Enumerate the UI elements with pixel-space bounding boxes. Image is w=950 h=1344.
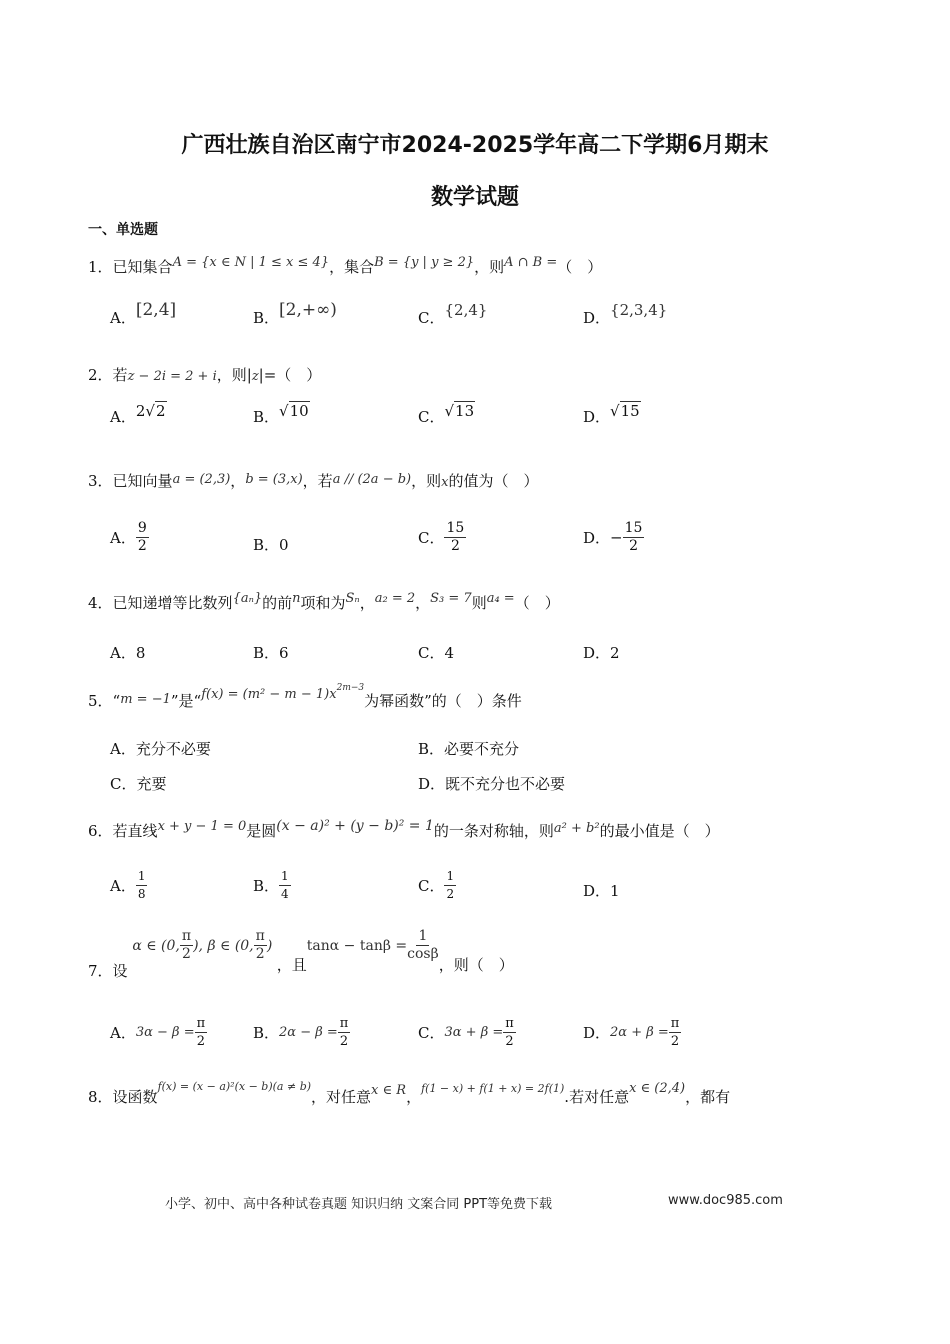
option-a: A． $\frac{1}{8}$ — [110, 869, 146, 901]
footer-text: 小学、初中、高中各种试卷真题 知识归纳 文案合同 PPT等免费下载 — [165, 1197, 553, 1212]
option-b: B． $\frac{1}{4}$ — [253, 869, 289, 901]
math: f(1 − x) + f(1 + x) = 2f(1) — [421, 1082, 565, 1095]
section-heading: 一、单选题 — [88, 222, 158, 238]
math: {aₙ} — [232, 591, 263, 606]
math: a₄ = — [486, 591, 515, 606]
option-a: A．2√2 — [110, 402, 166, 426]
math: Sₙ — [345, 591, 360, 606]
option-c: C． $\frac{15}{2}$ — [418, 520, 465, 554]
option-d: D．√15 — [583, 402, 640, 426]
page-title: 广西壮族自治区南宁市2024-2025学年高二下学期6月期末 — [181, 133, 769, 158]
math: a² + b² — [553, 821, 600, 836]
option-d: D．既不充分也不必要 — [418, 775, 566, 793]
option-a: A． $\frac{9}{2}$ — [110, 520, 147, 554]
question-6: 6．若直线x + y − 1 = 0是圆(x − a)² + (y − b)² = 1的一条对称轴，则a² + b²的最小值是（ ） — [88, 818, 720, 840]
question-8: 8．设函数$^{f(x) = (x - a)^2(x - b)(a \ne b)}$，对任意x ∈ R，$^{f(1 - x) + f(1 + x) = 2f(1)}$.若对任意x ∈ (2,4)，都有 — [88, 1080, 731, 1106]
math: a₂ = 2 — [374, 591, 416, 606]
question-number: 3． — [88, 472, 113, 490]
option-d: D．2 — [583, 644, 620, 662]
math: S₃ = 7 — [430, 591, 472, 606]
question-number: 5． — [88, 692, 113, 710]
math: a // (2a − b) — [332, 472, 412, 487]
footer-link[interactable]: www.doc985.com — [668, 1193, 783, 1208]
math: n — [292, 591, 301, 606]
option-a: A．3α − β = $\frac{\pi}{2}$ — [110, 1016, 206, 1049]
math: A ∩ B = — [504, 255, 558, 270]
math: z − 2i = 2 + i — [127, 369, 217, 384]
option-b: B．6 — [253, 644, 289, 662]
question-3: 3．已知向量a = (2,3)，b = (3,x)，若a // (2a − b)，则x的值为（ ） — [88, 472, 539, 490]
math: b = (3,x) — [245, 472, 303, 487]
question-2: 2．若z − 2i = 2 + i，则|z|=（ ） — [88, 366, 322, 384]
math: x — [441, 475, 449, 490]
option-d: D．{2,3,4} — [583, 301, 668, 327]
question-number: 8． — [88, 1088, 113, 1106]
math: a = (2,3) — [172, 472, 231, 487]
question-number: 7． — [88, 961, 113, 980]
option-b: B．√10 — [253, 402, 309, 426]
question-number: 1． — [88, 258, 113, 276]
option-b: B．2α − β = $\frac{\pi}{2}$ — [253, 1016, 349, 1049]
option-c: C．充要 — [110, 775, 167, 793]
math: z — [251, 369, 259, 384]
math: x ∈ (2,4) — [629, 1081, 686, 1096]
math: x + y − 1 = 0 — [157, 819, 247, 834]
option-b: B．必要不充分 — [418, 740, 520, 758]
math: A = {x ∈ N | 1 ≤ x ≤ 4} — [172, 255, 330, 270]
math: m = −1 — [120, 692, 171, 707]
option-a: A．[2,4] — [110, 300, 177, 327]
question-7: 7．设 α ∈ (0, $\frac{\pi}{2}$ ), β ∈ (0, $\frac{\pi}{2}$ ) ，且tanα − tanβ = $\frac{1}{\cos\beta}$ ，则（ ） — [88, 928, 514, 980]
question-number: 6． — [88, 822, 113, 840]
math: α ∈ (0, $\frac{\pi}{2}$ ), β ∈ (0, $\frac{\pi}{2}$ ) — [132, 928, 273, 962]
option-a: A．8 — [110, 644, 146, 662]
page-subtitle: 数学试题 — [430, 185, 519, 210]
option-d: D．2α + β = $\frac{\pi}{2}$ — [583, 1016, 680, 1049]
option-c: C． $\frac{1}{2}$ — [418, 869, 455, 901]
math: (x − a)² + (y − b)² = 1 — [276, 818, 434, 834]
option-c: C．4 — [418, 644, 455, 662]
math: f(x) = (x − a)²(x − b)(a ≠ b) — [157, 1080, 312, 1093]
option-c: C．3α + β = $\frac{\pi}{2}$ — [418, 1016, 514, 1049]
option-d: D．1 — [583, 882, 620, 900]
math: x ∈ R — [371, 1083, 407, 1098]
question-1: 1．已知集合A = {x ∈ N | 1 ≤ x ≤ 4}，集合B = {y | y ≥ 2}，则A ∩ B =（ ） — [88, 255, 603, 276]
question-number: 4． — [88, 594, 113, 612]
math: f(x) = (m² − m − 1)x — [201, 687, 337, 702]
option-b: B．0 — [253, 536, 289, 554]
math: B = {y | y ≥ 2} — [374, 255, 475, 270]
question-4: 4．已知递增等比数列{aₙ}的前n项和为Sₙ，a₂ = 2，S₃ = 7则a₄ =（ ） — [88, 591, 560, 612]
question-number: 2． — [88, 366, 113, 384]
option-c: C．{2,4} — [418, 301, 488, 327]
question-5: 5．“m = −1”是“$f(x) = (m^2 - m - 1)x^{2m-3}$为幂函数”的（ ）条件 — [88, 683, 522, 710]
option-d: D．− $\frac{15}{2}$ — [583, 520, 643, 554]
option-c: C．√13 — [418, 402, 475, 426]
option-b: B．[2,+∞) — [253, 300, 337, 327]
option-a: A．充分不必要 — [110, 740, 211, 758]
